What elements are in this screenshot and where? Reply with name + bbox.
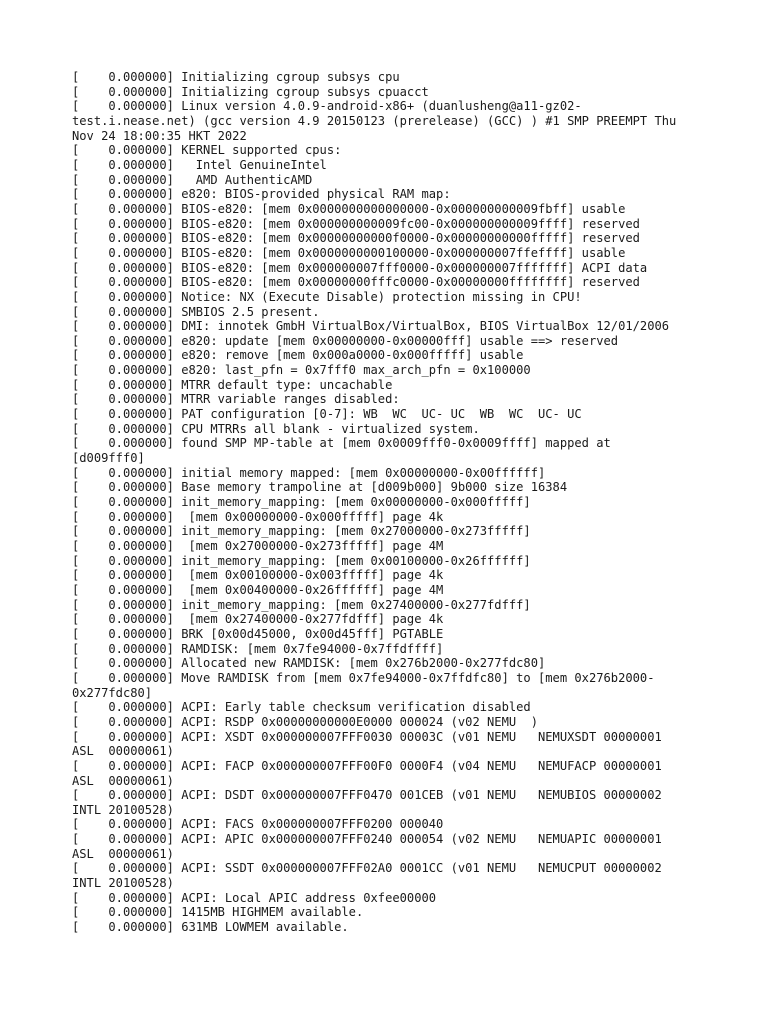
log-line: [ 0.000000] initial memory mapped: [mem 0x00000000-0x00ffffff] [72, 465, 546, 480]
log-line: [ 0.000000] MTRR variable ranges disabled: [72, 392, 400, 407]
log-line: [d009fff0] [72, 451, 145, 466]
log-line: [ 0.000000] ACPI: FACS 0x000000007FFF0200 000040 [72, 817, 444, 832]
log-line: [ 0.000000] [mem 0x00400000-0x26ffffff] page 4M [72, 582, 444, 597]
log-line: [ 0.000000] Linux version 4.0.9-android-x86+ (duanlusheng@a11-gz02- [72, 99, 582, 114]
log-line: [ 0.000000] Initializing cgroup subsys cpu [72, 70, 400, 84]
log-line: [ 0.000000] Move RAMDISK from [mem 0x7fe94000-0x7ffdfc80] to [mem 0x276b2000- [72, 670, 655, 685]
log-line: test.i.nease.net) (gcc version 4.9 20150123 (prerelease) (GCC) ) #1 SMP PREEMPT Thu [72, 113, 677, 128]
log-line: [ 0.000000] 631MB LOWMEM available. [72, 920, 349, 935]
log-line: [ 0.000000] [mem 0x27400000-0x277fdfff] page 4k [72, 612, 444, 627]
log-line: [ 0.000000] e820: remove [mem 0x000a0000-0x000fffff] usable [72, 348, 524, 363]
log-line: [ 0.000000] found SMP MP-table at [mem 0x0009fff0-0x0009ffff] mapped at [72, 436, 611, 451]
log-line: [ 0.000000] init_memory_mapping: [mem 0x27400000-0x277fdfff] [72, 597, 531, 612]
log-line: [ 0.000000] e820: last_pfn = 0x7fff0 max_arch_pfn = 0x100000 [72, 363, 531, 378]
log-line: [ 0.000000] Initializing cgroup subsys cpuacct [72, 84, 429, 99]
log-line: [ 0.000000] ACPI: XSDT 0x000000007FFF0030 00003C (v01 NEMU NEMUXSDT 00000001 [72, 729, 662, 744]
log-line: [ 0.000000] init_memory_mapping: [mem 0x00100000-0x26ffffff] [72, 553, 531, 568]
log-line: [ 0.000000] init_memory_mapping: [mem 0x27000000-0x273fffff] [72, 524, 531, 539]
log-line: [ 0.000000] AMD AuthenticAMD [72, 172, 313, 187]
kernel-log-document [72, 70, 732, 935]
log-line: [ 0.000000] ACPI: FACP 0x000000007FFF00F0 0000F4 (v04 NEMU NEMUFACP 00000001 [72, 758, 662, 773]
log-line: ASL 00000061) [72, 846, 174, 861]
log-line: [ 0.000000] DMI: innotek GmbH VirtualBox/VirtualBox, BIOS VirtualBox 12/01/2006 [72, 319, 670, 334]
log-line: [ 0.000000] BIOS-e820: [mem 0x0000000000000000-0x000000000009fbff] usable [72, 201, 626, 216]
log-line: [ 0.000000] BIOS-e820: [mem 0x000000000009fc00-0x000000000009ffff] reserved [72, 216, 640, 231]
log-line: [ 0.000000] [mem 0x27000000-0x273fffff] page 4M [72, 539, 444, 553]
log-line: [ 0.000000] Notice: NX (Execute Disable) protection missing in CPU! [72, 289, 582, 304]
log-line: [ 0.000000] ACPI: Local APIC address 0xfee00000 [72, 890, 437, 905]
log-line: [ 0.000000] init_memory_mapping: [mem 0x00000000-0x000fffff] [72, 495, 531, 510]
log-line: [ 0.000000] PAT configuration [0-7]: WB WC UC- UC WB WC UC- UC [72, 407, 582, 422]
log-line: [ 0.000000] BIOS-e820: [mem 0x0000000000100000-0x000000007ffeffff] usable [72, 245, 626, 260]
log-line: [ 0.000000] e820: BIOS-provided physical RAM map: [72, 187, 451, 202]
log-line: [ 0.000000] e820: update [mem 0x00000000-0x00000fff] usable ==> reserved [72, 333, 619, 348]
log-line: [ 0.000000] Intel GenuineIntel [72, 157, 327, 172]
log-line: [ 0.000000] KERNEL supported cpus: [72, 143, 342, 158]
log-line: [ 0.000000] ACPI: Early table checksum verification disabled [72, 700, 531, 715]
log-line: [ 0.000000] BIOS-e820: [mem 0x00000000fffc0000-0x00000000ffffffff] reserved [72, 275, 640, 290]
log-line: [ 0.000000] 1415MB HIGHMEM available. [72, 905, 364, 920]
log-line: 0x277fdc80] [72, 685, 153, 700]
log-line: [ 0.000000] BIOS-e820: [mem 0x00000000000f0000-0x00000000000fffff] reserved [72, 231, 640, 246]
log-line: [ 0.000000] ACPI: RSDP 0x00000000000E0000 000024 (v02 NEMU ) [72, 714, 538, 729]
log-line: [ 0.000000] ACPI: APIC 0x000000007FFF0240 000054 (v02 NEMU NEMUAPIC 00000001 [72, 832, 662, 847]
log-line: [ 0.000000] [mem 0x00100000-0x003fffff] page 4k [72, 568, 444, 583]
log-line: [ 0.000000] [mem 0x00000000-0x000fffff] page 4k [72, 509, 444, 524]
log-line: [ 0.000000] CPU MTRRs all blank - virtualized system. [72, 421, 480, 436]
log-line: [ 0.000000] BRK [0x00d45000, 0x00d45fff] PGTABLE [72, 626, 444, 641]
log-line: INTL 20100528) [72, 876, 174, 891]
log-line: INTL 20100528) [72, 802, 174, 817]
log-line: [ 0.000000] Allocated new RAMDISK: [mem 0x276b2000-0x277fdc80] [72, 656, 546, 671]
log-line: [ 0.000000] ACPI: SSDT 0x000000007FFF02A0 0001CC (v01 NEMU NEMUCPUT 00000002 [72, 861, 662, 876]
log-line: [ 0.000000] SMBIOS 2.5 present. [72, 304, 320, 319]
log-line: Nov 24 18:00:35 HKT 2022 [72, 128, 247, 143]
log-line: [ 0.000000] Base memory trampoline at [d009b000] 9b000 size 16384 [72, 480, 568, 495]
log-line: [ 0.000000] ACPI: DSDT 0x000000007FFF0470 001CEB (v01 NEMU NEMUBIOS 00000002 [72, 788, 662, 803]
log-line: ASL 00000061) [72, 773, 174, 788]
log-line: [ 0.000000] RAMDISK: [mem 0x7fe94000-0x7ffdffff] [72, 641, 444, 656]
log-line: ASL 00000061) [72, 744, 174, 759]
log-line: [ 0.000000] BIOS-e820: [mem 0x000000007fff0000-0x000000007fffffff] ACPI data [72, 260, 648, 275]
log-line: [ 0.000000] MTRR default type: uncachable [72, 377, 393, 392]
